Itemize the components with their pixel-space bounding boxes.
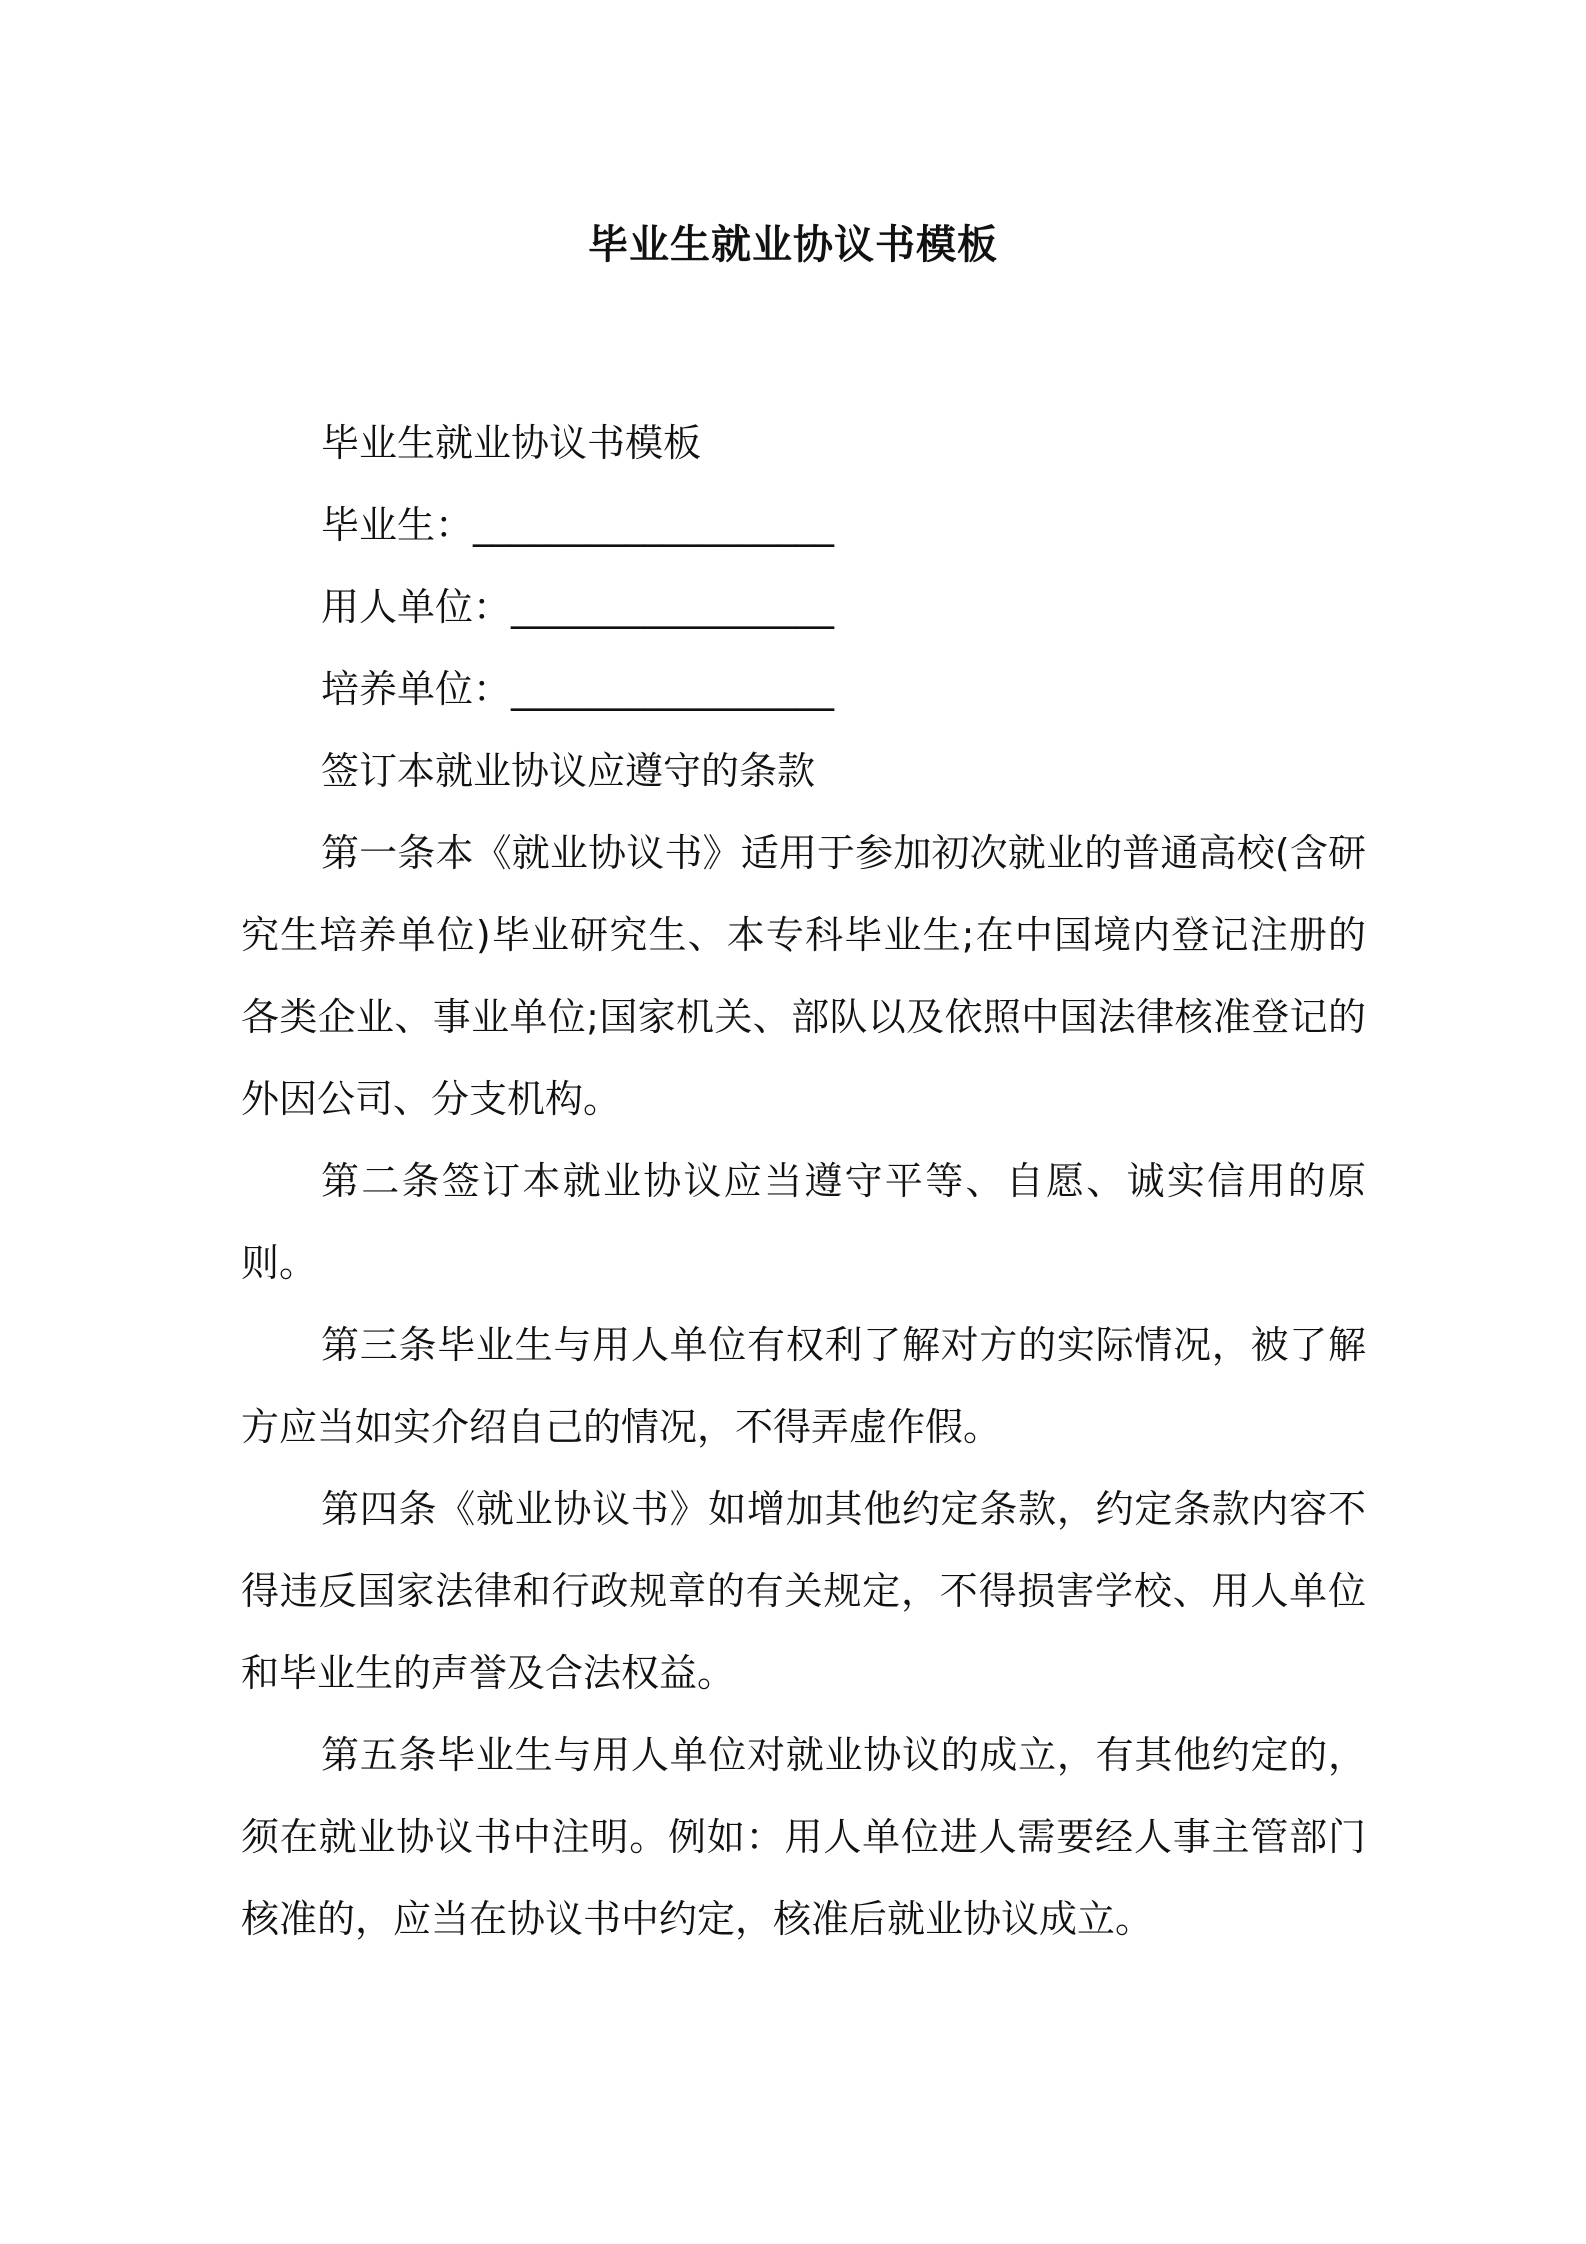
article-5: 第五条毕业生与用人单位对就业协议的成立，有其他约定的，须在就业协议书中注明。例如：用人单位进人需要经人事主管部门核准的，应当在协议书中约定，核准后就业协议成立。 xyxy=(241,1733,1366,1941)
field-blank: _________________ xyxy=(511,667,835,711)
field-blank: _________________ xyxy=(511,585,835,629)
field-blank: ___________________ xyxy=(473,503,835,547)
field-label: 用人单位： xyxy=(321,585,512,629)
document-title: 毕业生就业协议书模板 xyxy=(588,222,998,268)
article-2: 第二条签订本就业协议应当遵守平等、自愿、诚实信用的原则。 xyxy=(241,1159,1366,1285)
field-label: 毕业生： xyxy=(321,503,474,547)
document-body xyxy=(241,402,1366,1960)
article-3: 第三条毕业生与用人单位有权利了解对方的实际情况，被了解方应当如实介绍自己的情况，不得弄虚作假。 xyxy=(241,1323,1366,1449)
section-heading: 签订本就业协议应遵守的条款 xyxy=(321,749,816,793)
field-graduate xyxy=(241,484,1366,566)
article-1: 第一条本《就业协议书》适用于参加初次就业的普通高校(含研究生培养单位)毕业研究生、本专科毕业生;在中国境内登记注册的各类企业、事业单位;国家机关、部队以及依照中国法律核准登记的外因公司、分支机构。 xyxy=(241,831,1366,1121)
field-employer xyxy=(241,566,1366,648)
article-4: 第四条《就业协议书》如增加其他约定条款，约定条款内容不得违反国家法律和行政规章的有关规定，不得损害学校、用人单位和毕业生的声誉及合法权益。 xyxy=(241,1487,1366,1695)
field-training-unit xyxy=(241,648,1366,730)
field-label: 培养单位： xyxy=(321,667,512,711)
document-subtitle: 毕业生就业协议书模板 xyxy=(321,421,702,465)
